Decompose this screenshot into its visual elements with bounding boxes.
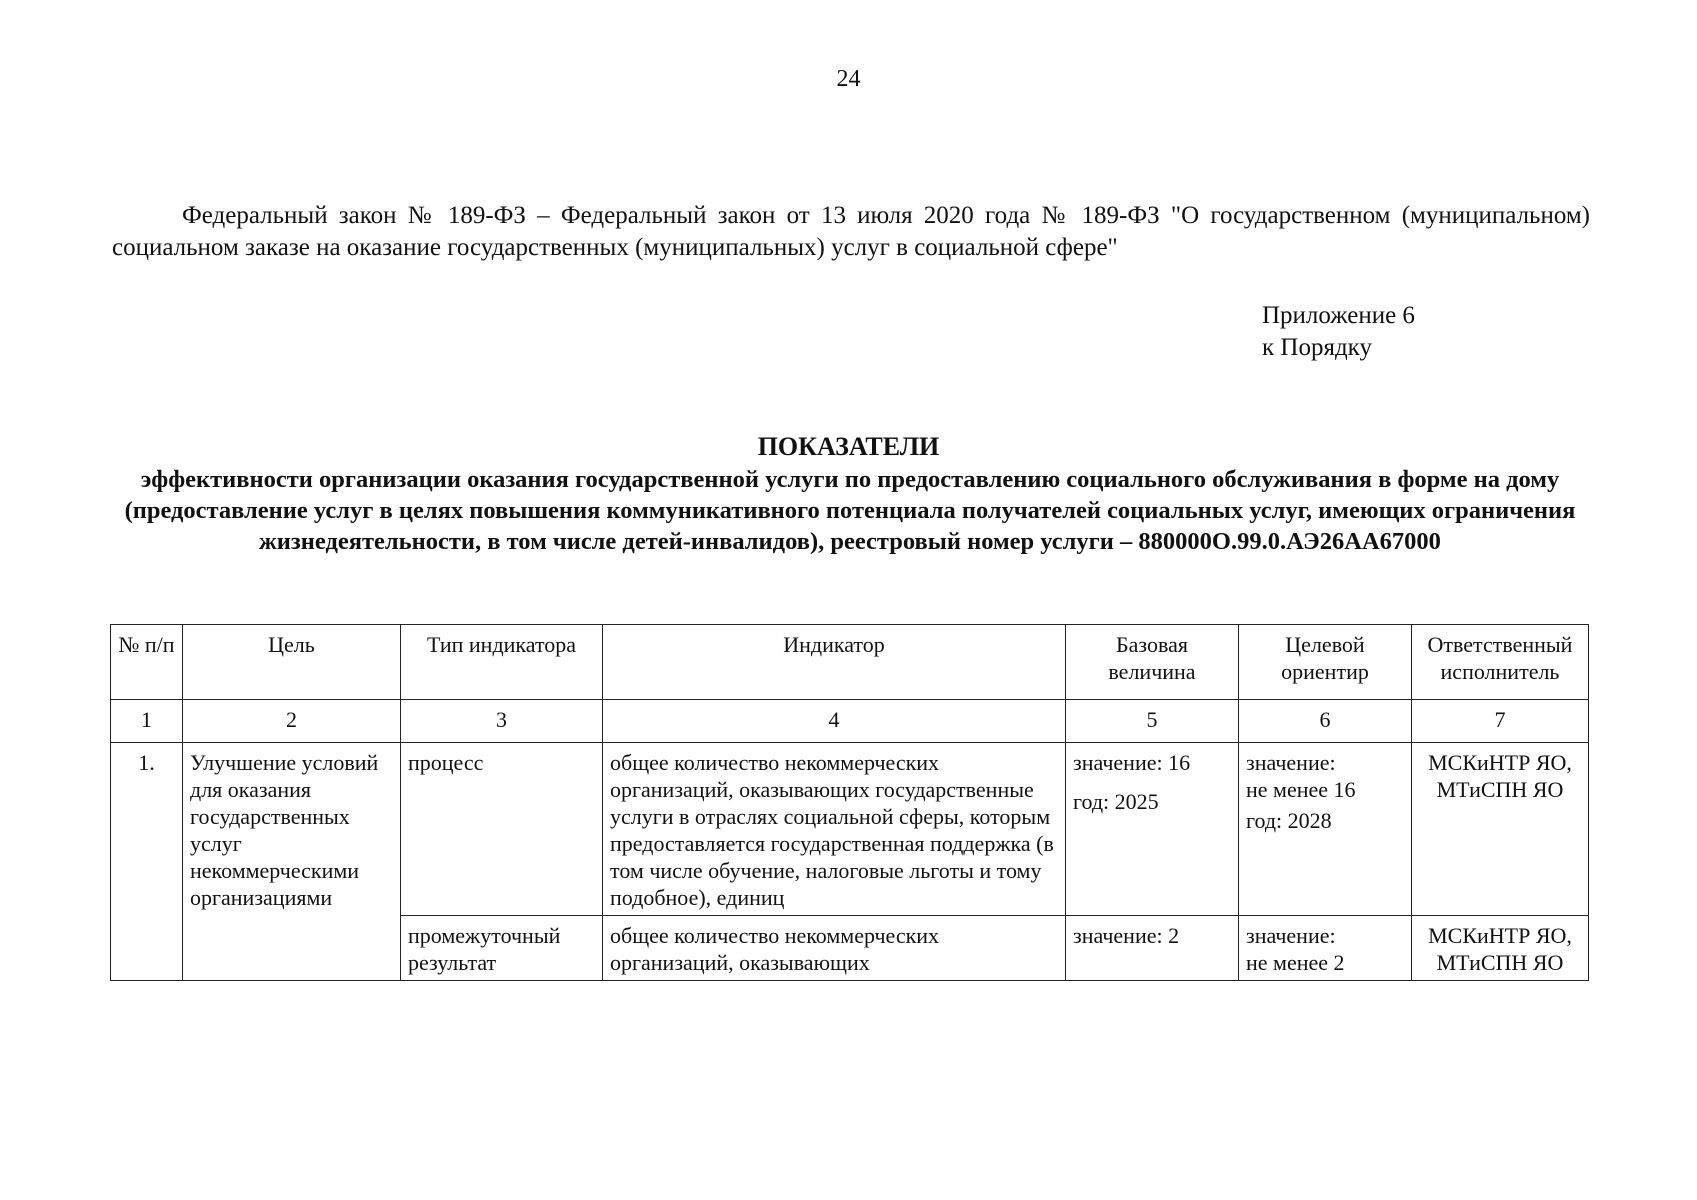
base-value: значение: 2 (1073, 923, 1180, 948)
document-subtitle: эффективности организации оказания государственной услуги по предоставлению социального обслуживания в форме на дому (предоставление услуг в целях повышения коммуникативного потенциала получателей социальных услуг, имеющих ограничения жизнедеятельности, в том числе детей-инвалидов), реестровый номер услуги – 880000О.99.0.АЭ26АА67000 (124, 466, 1576, 555)
column-number: 1 (111, 700, 183, 743)
target-value: не менее 2 (1246, 950, 1345, 975)
column-number: 2 (183, 700, 401, 743)
responsible-cell: МСКиНТР ЯО, МТиСПН ЯО (1412, 916, 1589, 981)
responsible-cell: МСКиНТР ЯО, МТиСПН ЯО (1412, 743, 1589, 916)
page-number: 24 (836, 66, 861, 92)
header-target: Целевой ориентир (1239, 625, 1412, 700)
column-number: 6 (1239, 700, 1412, 743)
goal-cell: Улучшение условий для оказания государственных услуг некоммерческими организациями (183, 743, 401, 981)
target-label: значение: (1246, 750, 1336, 775)
base-value-cell (1066, 743, 1239, 916)
appendix-reference (1262, 300, 1415, 364)
header-num: № п/п (111, 625, 183, 700)
indicators-table (110, 624, 1589, 981)
header-indicator: Индикатор (603, 625, 1066, 700)
indicator-cell: общее количество некоммерческих организаций, оказывающих государственные услуги в отраслях социальной сферы, которым предоставляется государственная поддержка (в том числе обучение, налоговые льготы и тому подобное), единиц (603, 743, 1066, 916)
base-year: год: 2025 (1073, 789, 1159, 814)
column-number: 7 (1412, 700, 1589, 743)
header-responsible: Ответственный исполнитель (1412, 625, 1589, 700)
column-number: 5 (1066, 700, 1239, 743)
base-value-cell (1066, 916, 1239, 981)
table-row (111, 743, 1589, 916)
column-number: 3 (401, 700, 603, 743)
target-year: год: 2028 (1246, 808, 1332, 833)
appendix-line-1: Приложение 6 (1262, 302, 1415, 329)
target-value: не менее 16 (1246, 777, 1356, 802)
header-goal: Цель (183, 625, 401, 700)
indicator-type-cell: процесс (401, 743, 603, 916)
base-value: значение: 16 (1073, 750, 1191, 775)
target-cell (1239, 916, 1412, 981)
document-title: ПОКАЗАТЕЛИ (757, 432, 940, 461)
header-indicator-type: Тип индикатора (401, 625, 603, 700)
indicator-cell: общее количество некоммерческих организаций, оказывающих (603, 916, 1066, 981)
indicator-type-cell: промежуточный результат (401, 916, 603, 981)
column-number: 4 (603, 700, 1066, 743)
header-base-value: Базовая величина (1066, 625, 1239, 700)
row-number: 1. (111, 743, 183, 981)
appendix-line-2: к Порядку (1262, 334, 1372, 361)
column-number-row (111, 700, 1589, 743)
target-label: значение: (1246, 923, 1336, 948)
table-header-row (111, 625, 1589, 700)
target-cell (1239, 743, 1412, 916)
law-note: Федеральный закон № 189-ФЗ – Федеральный закон от 13 июля 2020 года № 189-ФЗ "О государственном (муниципальном) социальном заказе на оказание государственных (муниципальных) услуг в социальной сфере" (112, 202, 1590, 261)
